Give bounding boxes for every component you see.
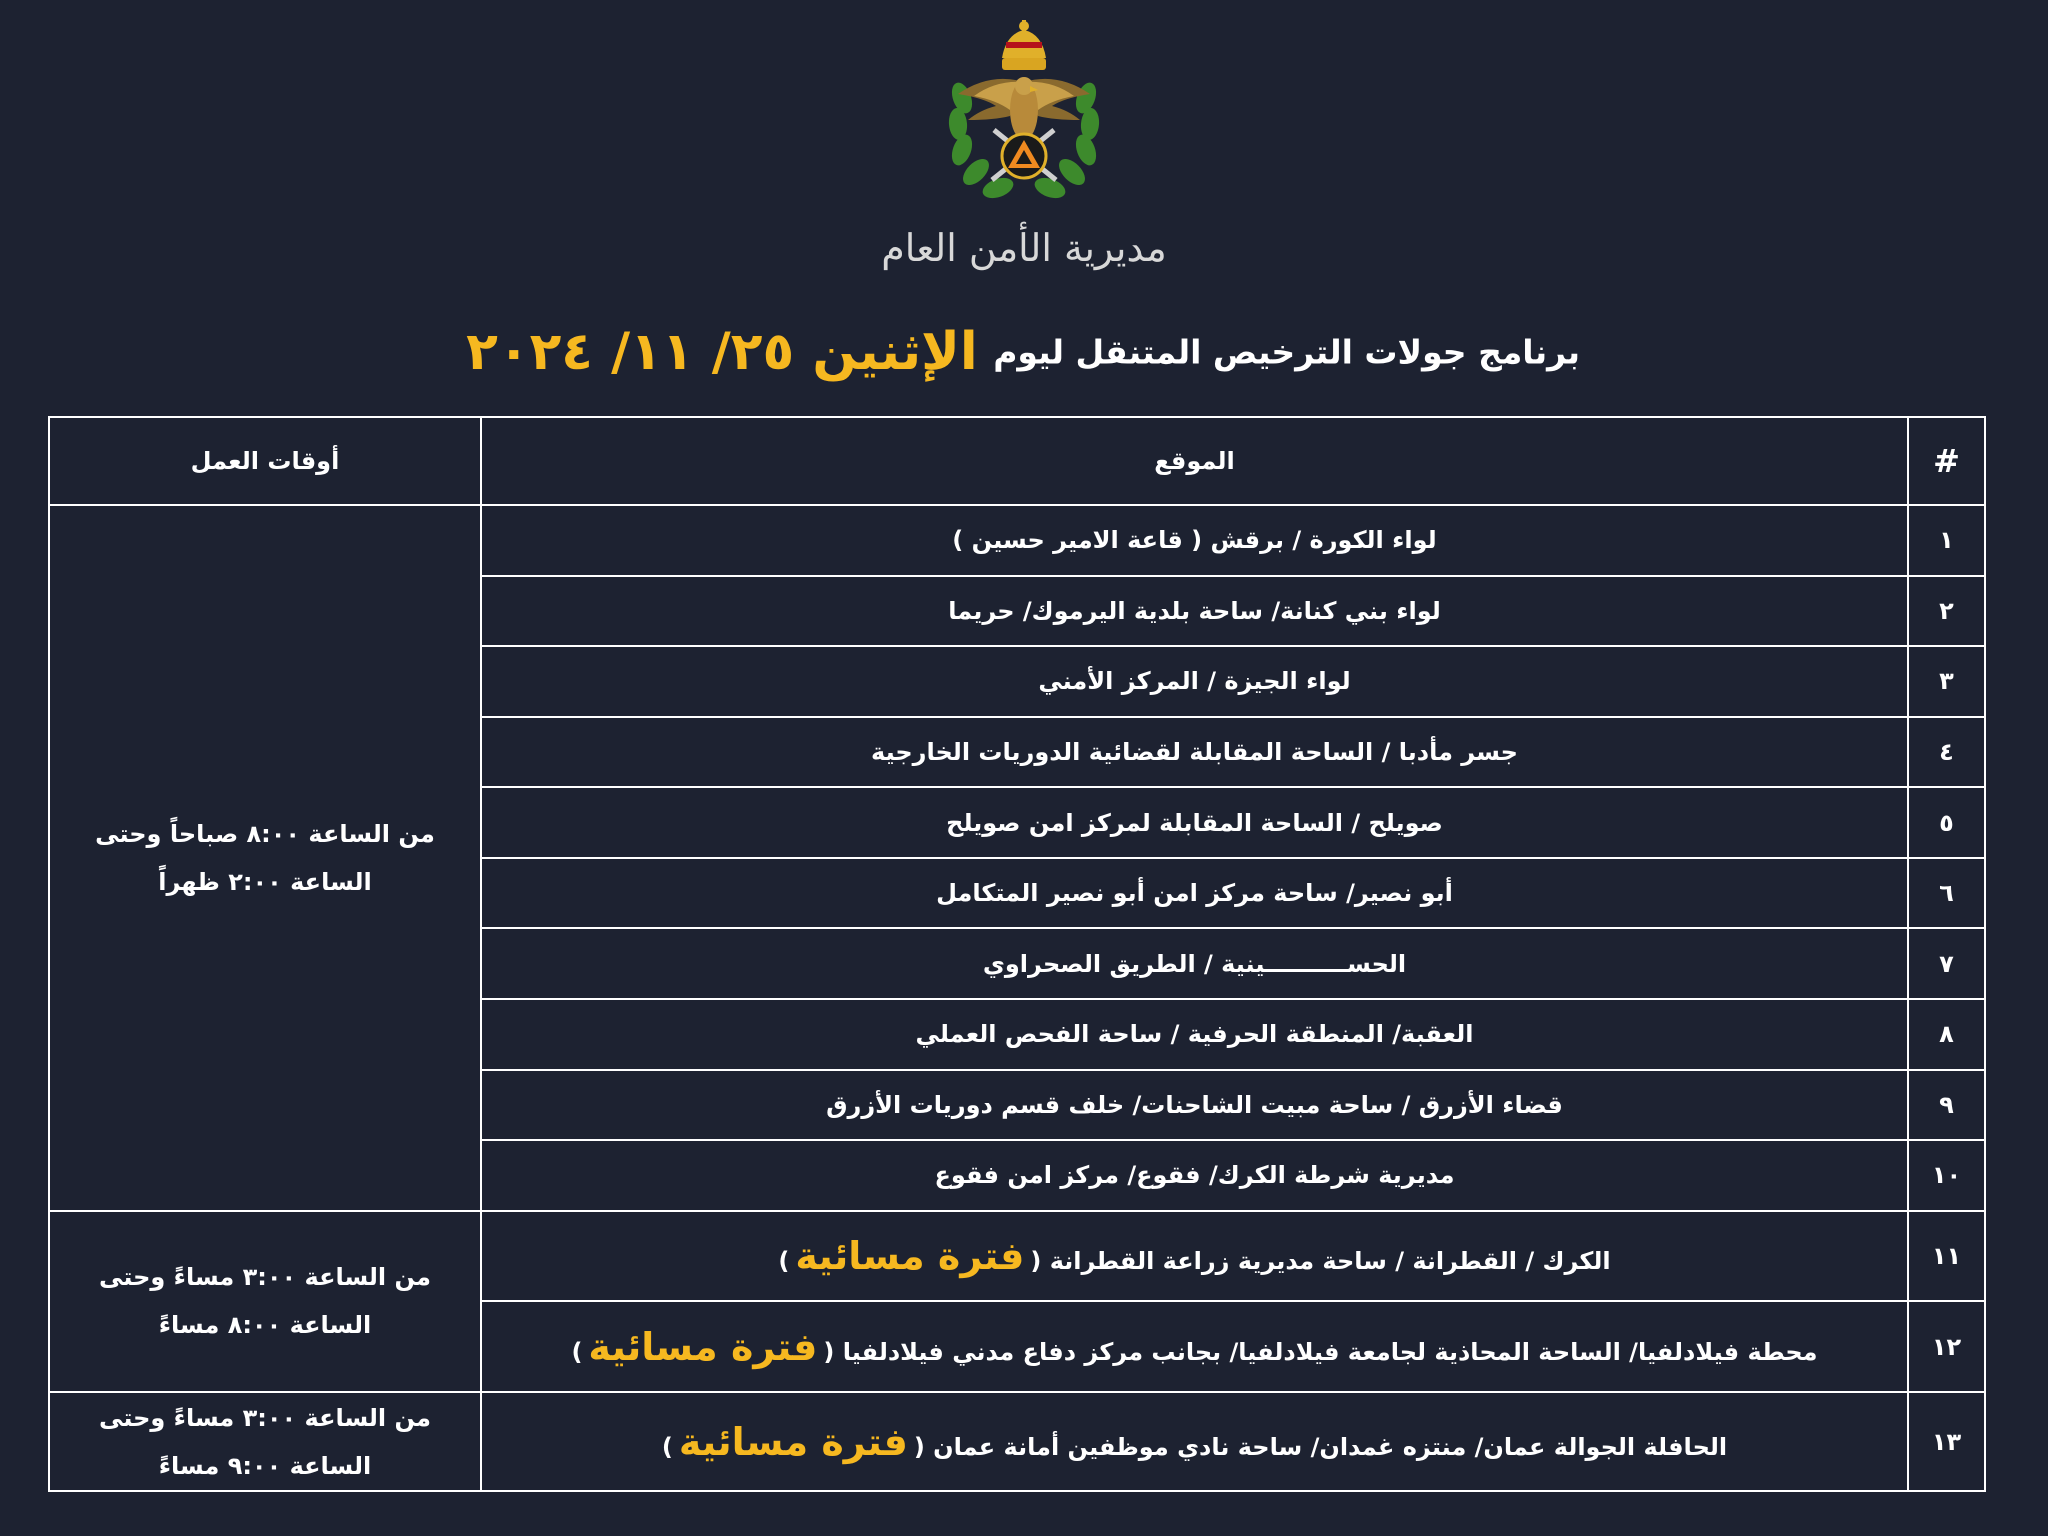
working-hours-evening-late [49, 1392, 481, 1491]
row-location: جسر مأدبا / الساحة المقابلة لقضائية الدوريات الخارجية [481, 717, 1908, 788]
row-number: ١٠ [1908, 1140, 1985, 1211]
paren-open: ( [823, 1337, 835, 1366]
public-security-emblem [944, 20, 1104, 216]
row-number: ١٢ [1908, 1301, 1985, 1392]
location-text: الكرك / القطرانة / ساحة مديرية زراعة القطرانة [1049, 1246, 1611, 1275]
org-name: مديرية الأمن العام [881, 226, 1167, 270]
row-location: لواء بني كنانة/ ساحة بلدية اليرموك/ حريما [481, 576, 1908, 647]
table-row [49, 1211, 1985, 1302]
row-location: مديرية شرطة الكرك/ فقوع/ مركز امن فقوع [481, 1140, 1908, 1211]
row-number: ٩ [1908, 1070, 1985, 1141]
row-location [481, 1211, 1908, 1302]
evening-period-label: فترة مسائية [795, 1233, 1025, 1278]
row-number: ٥ [1908, 787, 1985, 858]
evening-period-label: فترة مسائية [678, 1419, 908, 1464]
row-number: ٨ [1908, 999, 1985, 1070]
row-location [481, 1392, 1908, 1491]
hours-line-1: من الساعة ٣:٠٠ مساءً وحتى [99, 1403, 431, 1432]
row-number: ١١ [1908, 1211, 1985, 1302]
hours-line-2: الساعة ٢:٠٠ ظهراً [158, 867, 372, 896]
hours-line-1: من الساعة ٨:٠٠ صباحاً وحتى [95, 819, 435, 848]
paren-open: ( [1030, 1246, 1042, 1275]
table-row [49, 505, 1985, 576]
row-location: الحســــــــــينية / الطريق الصحراوي [481, 928, 1908, 999]
paren-close: ) [661, 1432, 673, 1461]
location-text: محطة فيلادلفيا/ الساحة المحاذية لجامعة فيلادلفيا/ بجانب مركز دفاع مدني فيلادلفيا [842, 1337, 1818, 1366]
row-location [481, 1301, 1908, 1392]
row-number: ٣ [1908, 646, 1985, 717]
paren-close: ) [571, 1337, 583, 1366]
working-hours-evening [49, 1211, 481, 1392]
hours-line-1: من الساعة ٣:٠٠ مساءً وحتى [99, 1263, 431, 1292]
row-number: ٤ [1908, 717, 1985, 788]
paren-close: ) [778, 1246, 790, 1275]
hours-line-2: الساعة ٩:٠٠ مساءً [158, 1451, 372, 1480]
working-hours-morning [49, 505, 481, 1211]
evening-period-label: فترة مسائية [588, 1324, 818, 1369]
location-text: الحافلة الجوالة عمان/ منتزه غمدان/ ساحة نادي موظفين أمانة عمان [933, 1432, 1728, 1461]
row-location: قضاء الأزرق / ساحة مبيت الشاحنات/ خلف قسم دوريات الأزرق [481, 1070, 1908, 1141]
row-number: ١ [1908, 505, 1985, 576]
row-number: ٧ [1908, 928, 1985, 999]
row-location: صويلح / الساحة المقابلة لمركز امن صويلح [481, 787, 1908, 858]
schedule-table [48, 416, 1986, 1492]
column-header-hours: أوقات العمل [49, 417, 481, 505]
title-text: برنامج جولات الترخيص المتنقل ليوم [993, 332, 1580, 372]
page-title [466, 322, 1580, 382]
row-location: لواء الكورة / برقش ( قاعة الامير حسين ) [481, 505, 1908, 576]
paren-open: ( [913, 1432, 925, 1461]
table-header-row [49, 417, 1985, 505]
row-number: ٦ [1908, 858, 1985, 929]
row-number: ٢ [1908, 576, 1985, 647]
hours-line-2: الساعة ٨:٠٠ مساءً [158, 1311, 372, 1340]
row-location: أبو نصير/ ساحة مركز امن أبو نصير المتكامل [481, 858, 1908, 929]
title-date: الإثنين ٢٥/ ١١/ ٢٠٢٤ [466, 322, 978, 382]
column-header-location: الموقع [481, 417, 1908, 505]
table-row [49, 1392, 1985, 1491]
row-location: لواء الجيزة / المركز الأمني [481, 646, 1908, 717]
row-location: العقبة/ المنطقة الحرفية / ساحة الفحص العملي [481, 999, 1908, 1070]
column-header-number: # [1908, 417, 1985, 505]
row-number: ١٣ [1908, 1392, 1985, 1491]
